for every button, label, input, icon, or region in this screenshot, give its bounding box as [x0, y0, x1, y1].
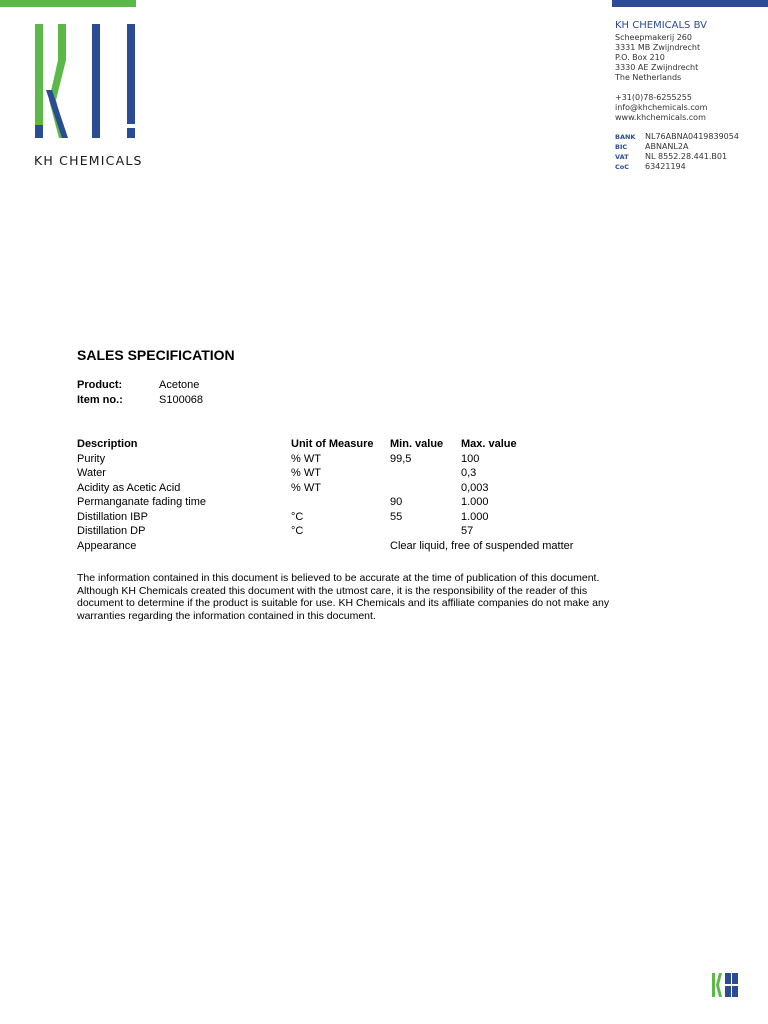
cell-description: Purity [77, 452, 106, 465]
spec-row [77, 466, 661, 481]
header-accent-green [0, 0, 136, 7]
registration-label: CoC [615, 163, 630, 171]
cell-description: Acidity as Acetic Acid [77, 481, 181, 494]
spec-row [77, 524, 661, 539]
kh-logo [32, 20, 142, 170]
cell-max: 0,003 [461, 481, 489, 494]
product-info [77, 378, 203, 407]
spec-row [77, 452, 661, 467]
registration-row [615, 142, 739, 152]
address-line: The Netherlands [615, 73, 682, 82]
cell-description: Appearance [77, 539, 137, 552]
cell-min [390, 524, 461, 539]
phone-number: +31(0)78-6255255 [615, 93, 692, 102]
website-link[interactable]: www.khchemicals.com [615, 113, 706, 122]
cell-min: Clear liquid, free of suspended matter [390, 539, 574, 552]
logo-wordmark: KH CHEMICALS [34, 153, 143, 168]
registration-row [615, 152, 739, 162]
registration-value: ABNANL2A [645, 142, 689, 151]
header-uom: Unit of Measure [291, 438, 374, 450]
item-row [77, 393, 203, 408]
contact-block [615, 93, 739, 123]
cell-min [390, 481, 461, 496]
cell-uom: % WT [291, 452, 321, 465]
registration-value: 63421194 [645, 162, 686, 171]
cell-max: 57 [461, 525, 474, 537]
spec-row [77, 495, 661, 510]
registration-row [615, 162, 739, 172]
product-value: Acetone [159, 379, 200, 391]
cell-uom: % WT [291, 467, 321, 479]
registration-label: BIC [615, 143, 628, 151]
spec-header-row [77, 437, 661, 452]
cell-uom: °C [291, 525, 304, 537]
cell-min: 55 [390, 510, 403, 523]
registration-value: NL 8552.28.441.B01 [645, 152, 728, 161]
cell-min: 90 [390, 496, 403, 508]
cell-uom [291, 539, 390, 554]
item-value: S100068 [159, 393, 204, 406]
product-row [77, 378, 203, 393]
kh-mini-logo [711, 972, 739, 998]
header-accent-blue [612, 0, 768, 7]
header-min: Min. value [390, 438, 444, 450]
item-label: Item no.: [77, 393, 123, 406]
cell-description: Water [77, 467, 106, 479]
cell-description: Permanganate fading time [77, 496, 207, 508]
registration-block [615, 132, 739, 172]
spec-row [77, 481, 661, 496]
cell-uom: % WT [291, 481, 321, 494]
cell-description: Distillation IBP [77, 510, 148, 523]
address-line: P.O. Box 210 [615, 53, 665, 62]
page-title: SALES SPECIFICATION [77, 347, 235, 363]
address-line: 3330 AE Zwijndrecht [615, 63, 699, 72]
address-line: 3331 MB Zwijndrecht [615, 43, 701, 52]
registration-label: BANK [615, 133, 636, 141]
product-label: Product: [77, 379, 123, 391]
cell-uom: °C [291, 510, 304, 523]
registration-row [615, 132, 739, 142]
cell-description: Distillation DP [77, 525, 146, 537]
cell-min: 99,5 [390, 452, 412, 465]
cell-max: 100 [461, 452, 480, 465]
cell-uom [291, 495, 390, 510]
spec-row [77, 510, 661, 525]
cell-max: 1.000 [461, 496, 489, 508]
header-description: Description [77, 438, 138, 450]
company-block [615, 20, 739, 172]
registration-value: NL76ABNA0419839054 [645, 132, 739, 141]
registration-label: VAT [615, 153, 629, 161]
cell-max: 1.000 [461, 510, 489, 523]
spec-row [77, 539, 661, 554]
header-max: Max. value [461, 438, 517, 450]
email-link[interactable]: info@khchemicals.com [615, 103, 708, 112]
disclaimer-text: The information contained in this document is believed to be accurate at the time of publication of this document. Although KH Chemicals created this document with the utmost care, it is the responsibility of the reader of this document to determine if the product is suitable for use. KH Chemicals and its affiliate companies do not make any warranties regarding the information contained in this document. [77, 572, 610, 622]
cell-min [390, 466, 461, 481]
spec-table [77, 437, 661, 553]
cell-max: 0,3 [461, 467, 477, 479]
address-line: Scheepmakerij 260 [615, 33, 692, 42]
company-name: KH CHEMICALS BV [615, 20, 707, 31]
